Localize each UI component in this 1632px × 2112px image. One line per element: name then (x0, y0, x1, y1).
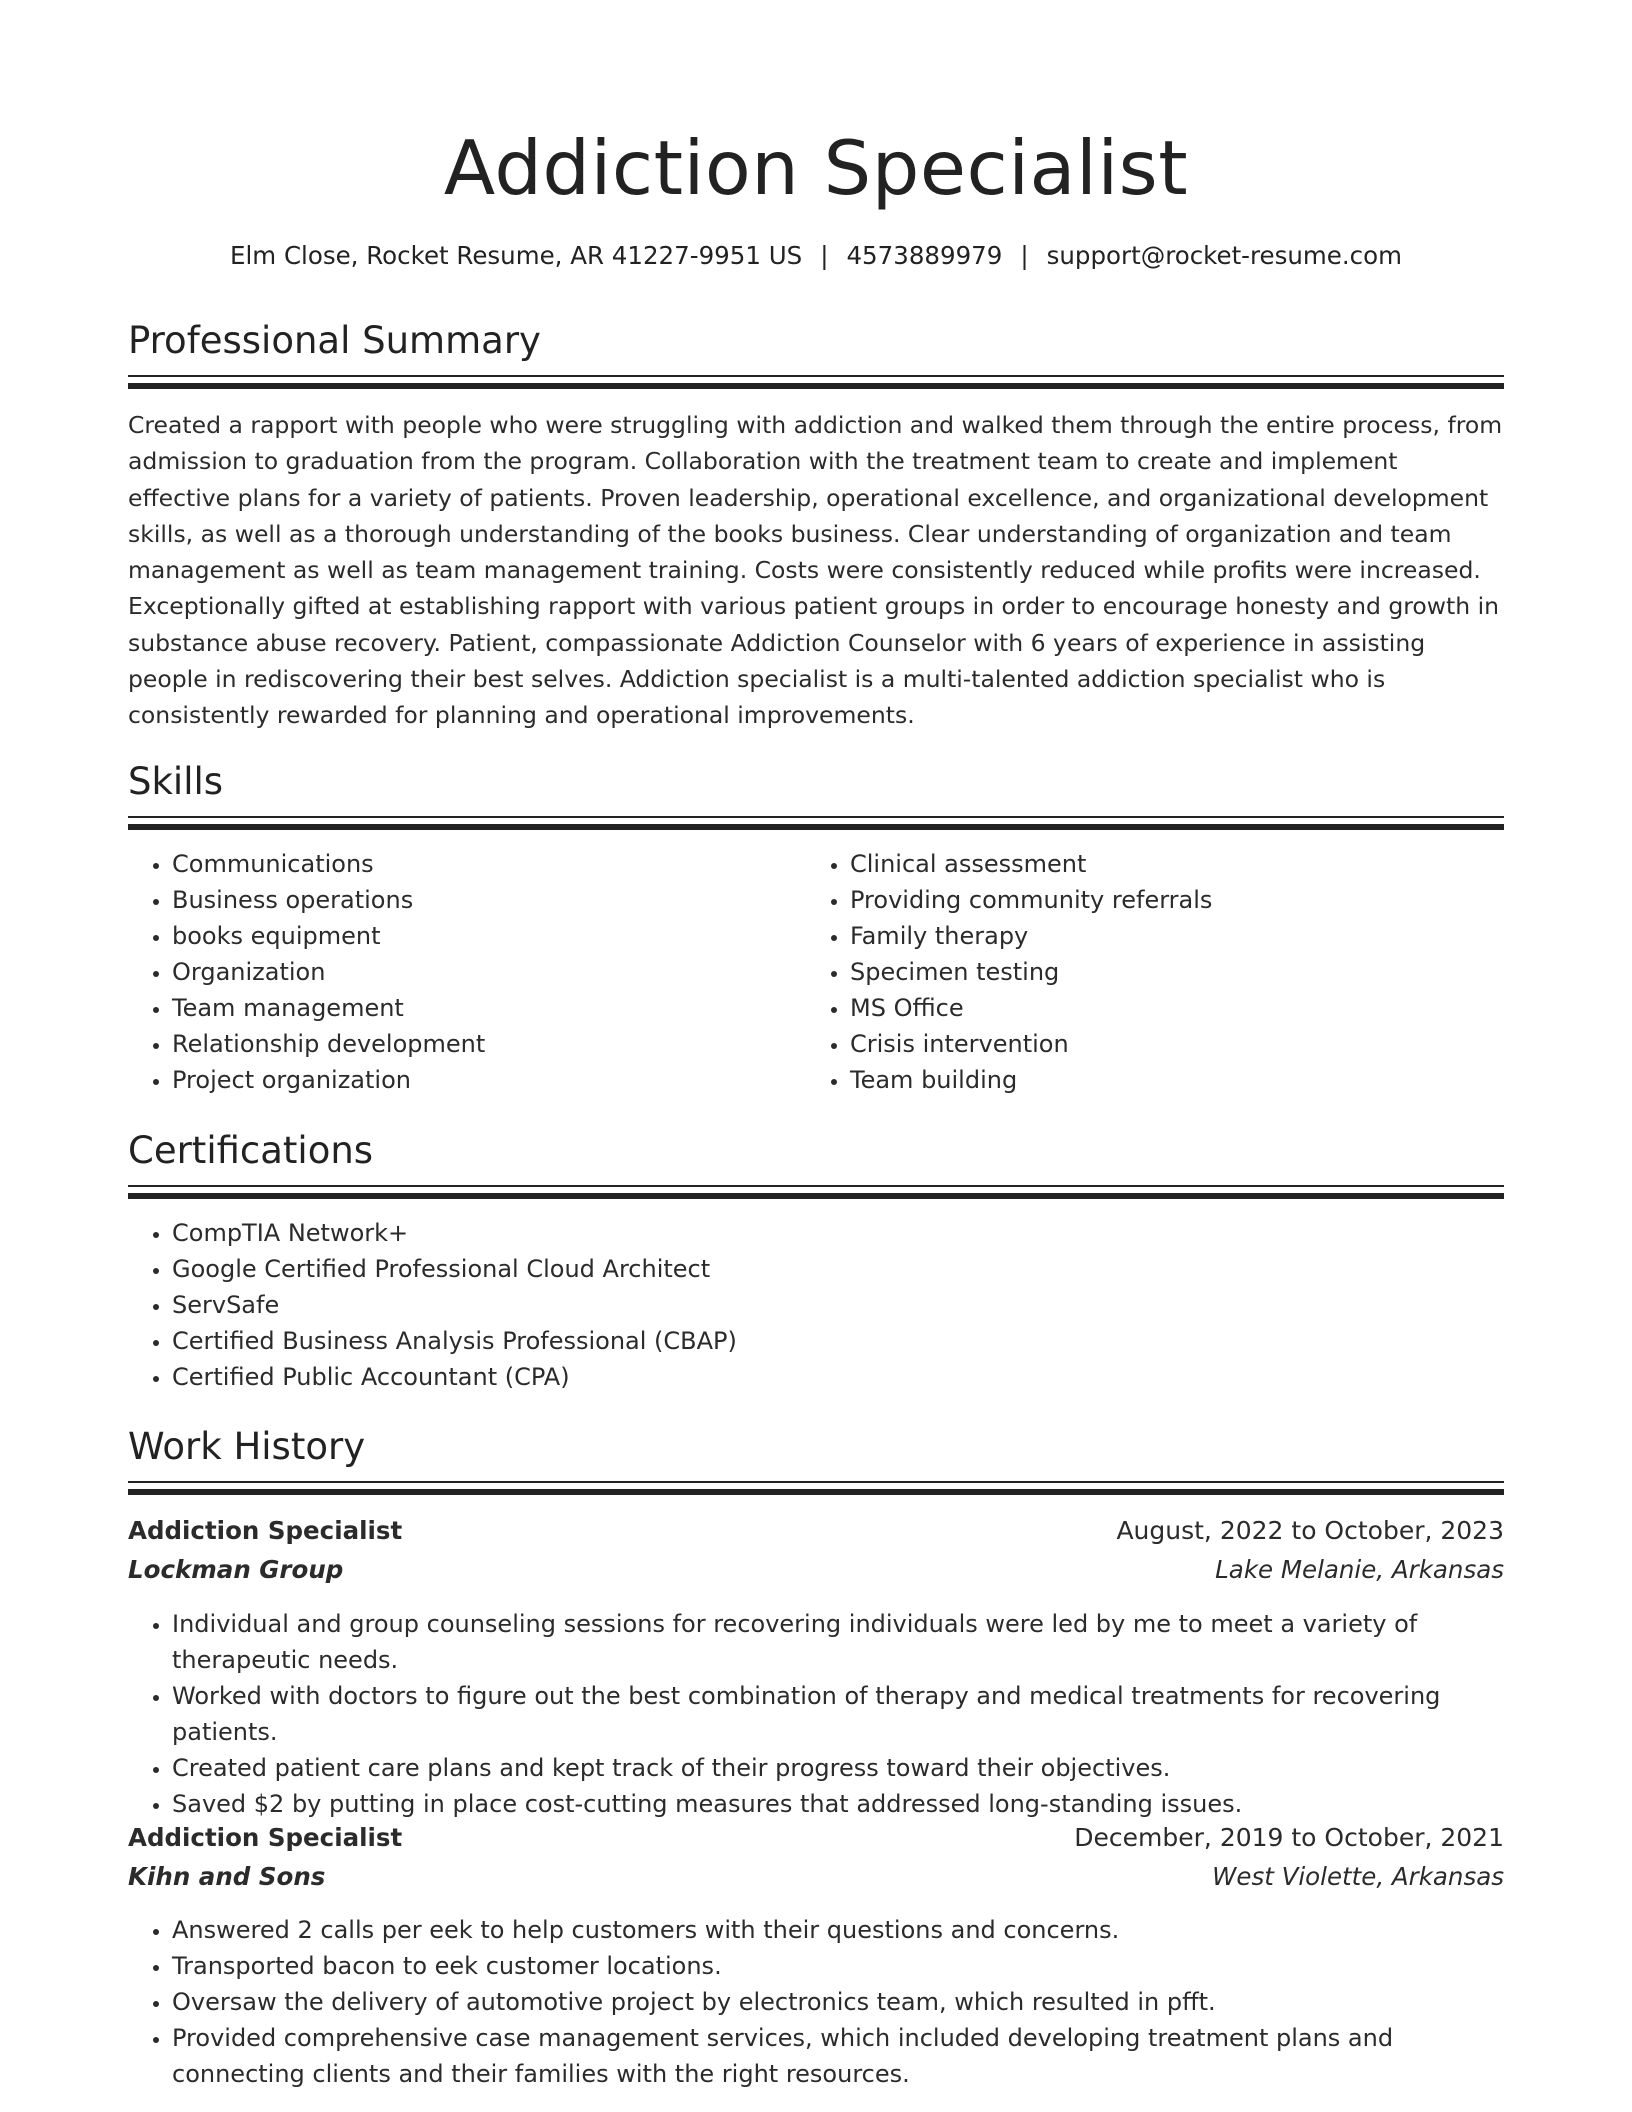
job-company: Kihn and Sons (128, 1862, 326, 1891)
job-bullet: • Provided comprehensive case management services, which included developing treatment plans and connecting clients and their families with the right resources. (172, 2020, 1504, 2092)
skill-item: • Team management (172, 990, 812, 1026)
job-bullet: • Saved $2 by putting in place cost-cutting measures that addressed long-standing issues. (172, 1786, 1504, 1822)
certification-item: • CompTIA Network+ (172, 1215, 1472, 1251)
job-bullet: • Oversaw the delivery of automotive project by electronics team, which resulted in pfft. (172, 1984, 1504, 2020)
skill-item: • Communications (172, 846, 812, 882)
contact-phone[interactable]: 4573889979 (846, 241, 1003, 270)
contact-separator: | (1020, 241, 1029, 270)
job-dates: August, 2022 to October, 2023 (1116, 1516, 1504, 1545)
job-bullets (128, 1606, 1504, 1822)
job-dates: December, 2019 to October, 2021 (1074, 1823, 1504, 1852)
job-bullet: • Worked with doctors to figure out the best combination of therapy and medical treatments for recovering patients. (172, 1678, 1504, 1750)
skill-item: • Organization (172, 954, 812, 990)
skill-item: • Relationship development (172, 1026, 812, 1062)
skill-item: • Business operations (172, 882, 812, 918)
skill-item: • Specimen testing (850, 954, 1490, 990)
section-divider (128, 1185, 1504, 1200)
certification-item: • Certified Business Analysis Professional (CBAP) (172, 1323, 1472, 1359)
job-location: West Violette, Arkansas (1212, 1862, 1504, 1891)
section-divider (128, 1481, 1504, 1496)
certifications-list (128, 1215, 1472, 1395)
contact-address: Elm Close, Rocket Resume, AR 41227-9951 US (230, 241, 803, 270)
job-bullet: • Created patient care plans and kept track of their progress toward their objectives. (172, 1750, 1504, 1786)
section-heading-summary: Professional Summary (128, 319, 541, 362)
job-bullets (128, 1912, 1504, 2092)
certification-item: • Google Certified Professional Cloud Architect (172, 1251, 1472, 1287)
job-location: Lake Melanie, Arkansas (1215, 1555, 1504, 1584)
certification-item: • ServSafe (172, 1287, 1472, 1323)
resume-title: Addiction Specialist (443, 124, 1189, 212)
skill-item: • Clinical assessment (850, 846, 1490, 882)
section-heading-certifications: Certifications (128, 1129, 374, 1172)
certification-item: • Certified Public Accountant (CPA) (172, 1359, 1472, 1395)
skills-list-right (806, 846, 1490, 1098)
section-heading-work: Work History (128, 1425, 366, 1468)
job-bullet: • Individual and group counseling sessions for recovering individuals were led by me to meet a variety of therapeutic needs. (172, 1606, 1504, 1678)
contact-email[interactable]: support@rocket-resume.com (1046, 241, 1402, 270)
section-heading-skills: Skills (128, 760, 224, 803)
job-title: Addiction Specialist (128, 1516, 403, 1545)
skill-item: • Family therapy (850, 918, 1490, 954)
job-company: Lockman Group (128, 1555, 344, 1584)
skill-item: • Providing community referrals (850, 882, 1490, 918)
section-divider (128, 816, 1504, 831)
contact-line (128, 238, 1504, 274)
skill-item: • books equipment (172, 918, 812, 954)
contact-separator: | (820, 241, 829, 270)
skill-item: • MS Office (850, 990, 1490, 1026)
section-divider (128, 375, 1504, 390)
skill-item: • Project organization (172, 1062, 812, 1098)
job-title: Addiction Specialist (128, 1823, 403, 1852)
job-bullet: • Answered 2 calls per eek to help customers with their questions and concerns. (172, 1912, 1504, 1948)
summary-text: Created a rapport with people who were struggling with addiction and walked them through the entire process, from admission to graduation from the program. Collaboration with the treatment team to create and implement effective plans for a variety of patients. Proven leadership, operational excellence, and organizational development skills, as well as a thorough understanding of the books business. Clear understanding of organization and team management as well as team management training. Costs were consistently reduced while profits were increased. Exceptionally gifted at establishing rapport with various patient groups in order to encourage honesty and growth in substance abuse recovery. Patient, compassionate Addiction Counselor with 6 years of experience in assisting people in rediscovering their best selves. Addiction specialist is a multi-talented addiction specialist who is consistently rewarded for planning and operational improvements. (128, 411, 1503, 730)
skill-item: • Team building (850, 1062, 1490, 1098)
job-bullet: • Transported bacon to eek customer locations. (172, 1948, 1504, 1984)
skill-item: • Crisis intervention (850, 1026, 1490, 1062)
skills-list-left (128, 846, 812, 1098)
